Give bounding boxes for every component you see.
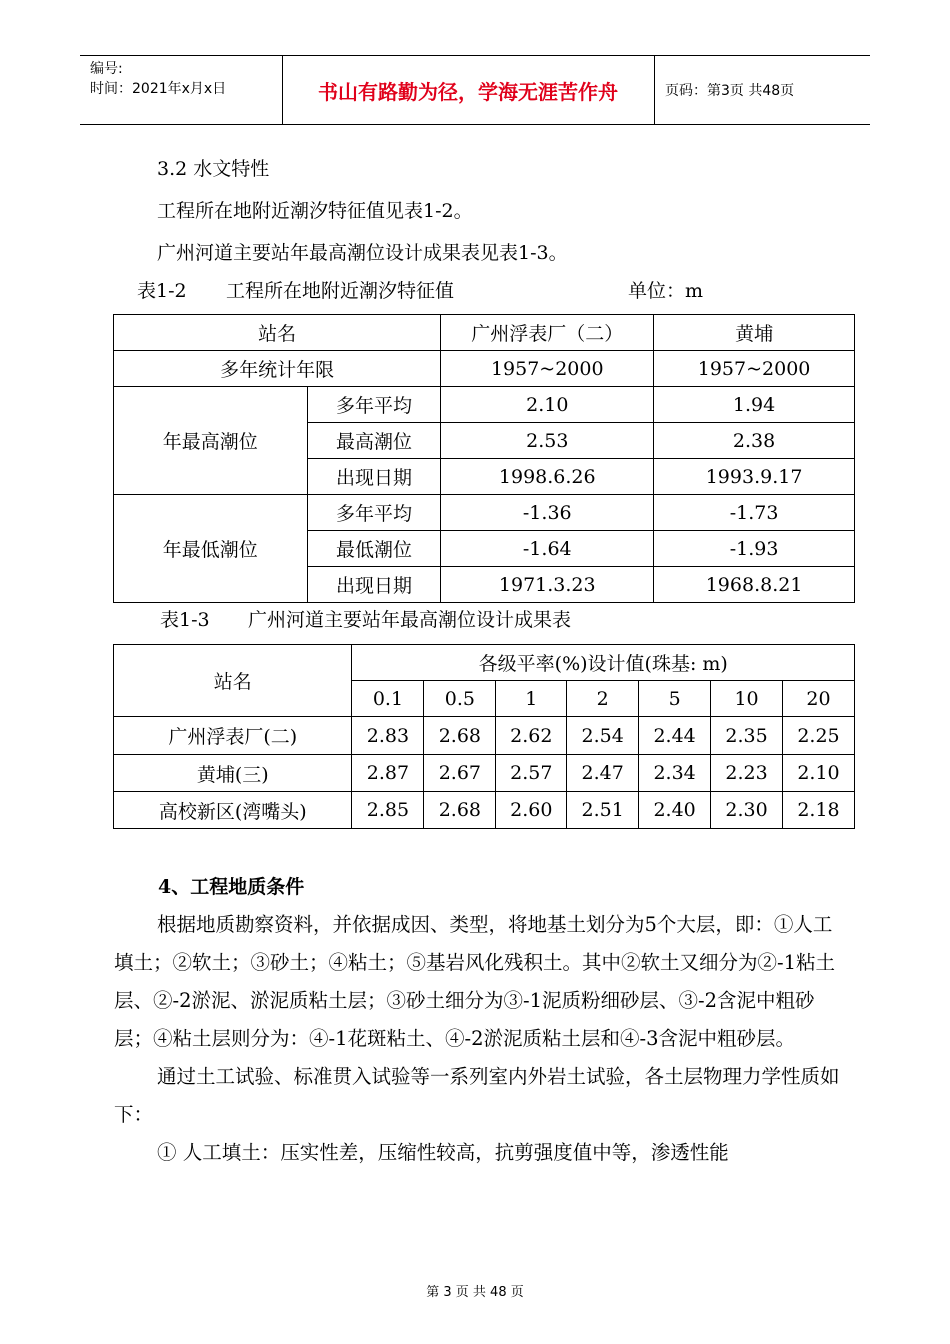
table-cell: 2.38 xyxy=(654,423,855,459)
header-page-info: 页码：第3页 共48页 xyxy=(665,83,795,99)
header-divider xyxy=(654,56,655,124)
table-cell: 最高潮位 xyxy=(307,423,441,459)
table-cell: 多年统计年限 xyxy=(114,351,441,387)
table-cell: 2.51 xyxy=(567,792,639,829)
header-cell: 广州浮表厂（二） xyxy=(441,315,654,351)
table-cell: 2.10 xyxy=(783,755,855,792)
section-body xyxy=(114,906,844,1172)
freq-cell: 0.5 xyxy=(424,681,496,717)
table-cell: 2.40 xyxy=(639,792,711,829)
table-cell: 出现日期 xyxy=(307,459,441,495)
table-cell: 1998.6.26 xyxy=(441,459,654,495)
table-caption-title: 广州河道主要站年最高潮位设计成果表 xyxy=(248,609,572,631)
table-cell: 2.62 xyxy=(496,717,567,755)
table-cell: 1968.8.21 xyxy=(654,567,855,603)
table-unit: 单位：m xyxy=(628,280,704,302)
freq-cell: 0.1 xyxy=(352,681,424,717)
header-cell: 站名 xyxy=(114,645,352,717)
table-cell: 1957~2000 xyxy=(441,351,654,387)
freq-cell: 20 xyxy=(783,681,855,717)
page-header xyxy=(80,55,870,125)
freq-cell: 1 xyxy=(496,681,567,717)
freq-cell: 10 xyxy=(711,681,783,717)
freq-cell: 5 xyxy=(639,681,711,717)
table-cell: 2.18 xyxy=(783,792,855,829)
table-cell: 2.87 xyxy=(352,755,424,792)
table-cell: 1971.3.23 xyxy=(441,567,654,603)
paragraph: 工程所在地附近潮汐特征值见表1-2。 xyxy=(157,200,473,222)
table-cell: 多年平均 xyxy=(307,387,441,423)
table-row xyxy=(114,755,855,792)
page-footer: 第 3 页 共 48 页 xyxy=(426,1285,524,1300)
table-cell: 2.68 xyxy=(424,792,496,829)
table-cell: 2.83 xyxy=(352,717,424,755)
paragraph: 根据地质勘察资料，并依据成因、类型，将地基土划分为5个大层，即：①人工填土；②软土；③砂土；④粘土；⑤基岩风化残积土。其中②软土又细分为②-1粘土层、②-2淤泥、淤泥质粘土层；③砂土细分为③-1泥质粉细砂层、③-2含泥中粗砂层；④粘土层则分为：④-1花斑粘土、④-2淤泥质粘土层和④-3含泥中粗砂层。 xyxy=(114,913,835,1050)
table-cell: 2.47 xyxy=(567,755,639,792)
group-cell: 年最低潮位 xyxy=(114,495,308,603)
table-row xyxy=(114,387,855,423)
table-cell: 1957~2000 xyxy=(654,351,855,387)
table-cell: 2.30 xyxy=(711,792,783,829)
table-cell: 2.85 xyxy=(352,792,424,829)
table-caption-title: 工程所在地附近潮汐特征值 xyxy=(226,280,455,302)
paragraph: 通过土工试验、标准贯入试验等一系列室内外岩土试验，各土层物理力学性质如下： xyxy=(114,1065,840,1126)
paragraph: ① 人工填土：压实性差，压缩性较高，抗剪强度值中等，渗透性能 xyxy=(157,1141,729,1164)
table-cell: 最低潮位 xyxy=(307,531,441,567)
station-cell: 高校新区(湾嘴头) xyxy=(114,792,352,829)
table-cell: 2.60 xyxy=(496,792,567,829)
table-row xyxy=(114,351,855,387)
section-title: 3.2 水文特性 xyxy=(157,158,270,180)
table-cell: 2.57 xyxy=(496,755,567,792)
table-cell: 1993.9.17 xyxy=(654,459,855,495)
table-cell: -1.64 xyxy=(441,531,654,567)
tide-characteristics-table xyxy=(113,314,855,603)
number-label: 编号: xyxy=(90,61,123,77)
table-cell: 2.67 xyxy=(424,755,496,792)
table-row xyxy=(114,717,855,755)
freq-cell: 2 xyxy=(567,681,639,717)
table-header-row xyxy=(114,315,855,351)
table-row xyxy=(114,792,855,829)
station-cell: 广州浮表厂(二) xyxy=(114,717,352,755)
header-cell: 各级平率(%)设计值(珠基: m) xyxy=(352,645,855,681)
header-meta xyxy=(90,59,226,99)
station-cell: 黄埔(三) xyxy=(114,755,352,792)
time-label: 时间：2021年x月x日 xyxy=(90,81,227,97)
header-cell: 黄埔 xyxy=(654,315,855,351)
table-cell: 2.25 xyxy=(783,717,855,755)
table-cell: 2.44 xyxy=(639,717,711,755)
table-cell: 2.53 xyxy=(441,423,654,459)
paragraph: 广州河道主要站年最高潮位设计成果表见表1-3。 xyxy=(157,242,568,264)
table-cell: 2.54 xyxy=(567,717,639,755)
table-row xyxy=(114,495,855,531)
header-motto: 书山有路勤为径，学海无涯苦作舟 xyxy=(318,80,618,104)
table-cell: 1.94 xyxy=(654,387,855,423)
table-cell: 2.68 xyxy=(424,717,496,755)
table-cell: 2.10 xyxy=(441,387,654,423)
table-cell: 多年平均 xyxy=(307,495,441,531)
table-cell: 2.23 xyxy=(711,755,783,792)
table-cell: -1.36 xyxy=(441,495,654,531)
table-cell: 2.35 xyxy=(711,717,783,755)
section-title: 4、工程地质条件 xyxy=(158,876,305,898)
table-cell: -1.73 xyxy=(654,495,855,531)
header-cell: 站名 xyxy=(114,315,441,351)
group-cell: 年最高潮位 xyxy=(114,387,308,495)
table-cell: 2.34 xyxy=(639,755,711,792)
table-cell: 出现日期 xyxy=(307,567,441,603)
table-caption-number: 表1-3 xyxy=(160,609,210,631)
table-cell: -1.93 xyxy=(654,531,855,567)
table-header-row xyxy=(114,645,855,681)
design-tide-table xyxy=(113,644,855,829)
table-caption-number: 表1-2 xyxy=(137,280,187,302)
